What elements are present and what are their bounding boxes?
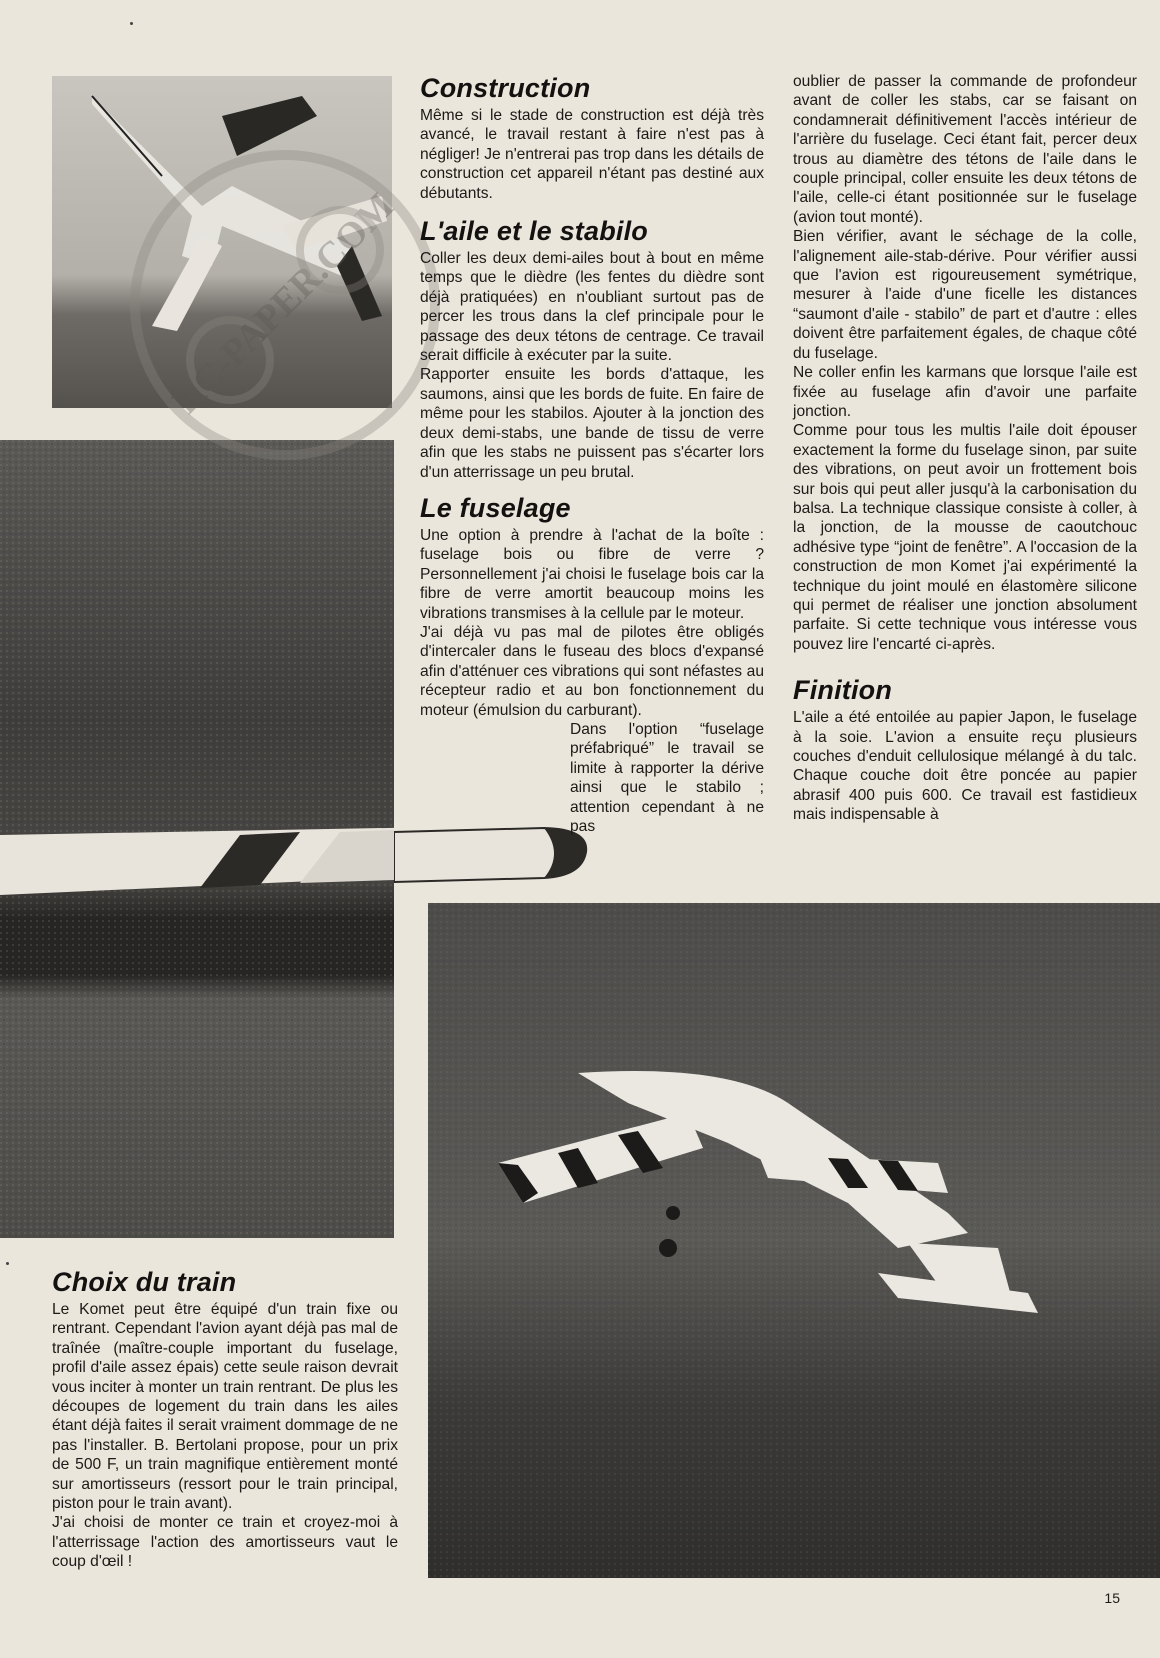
print-speck	[130, 22, 133, 25]
column-right	[793, 72, 1137, 825]
paragraph: Même si le stade de construction est déjà très avancé, le travail restant à faire n'est pas à négliger! Je n'entrerai pas trop dans les détails de construction cet appareil n'étant pas destiné aux débutants.	[420, 107, 764, 202]
heading-aile: L'aile et le stabilo	[420, 216, 648, 247]
heading-finition: Finition	[793, 675, 893, 706]
heading-train: Choix du train	[52, 1267, 237, 1297]
column-bottom-left	[52, 1266, 398, 1572]
paragraph: Dans l'option “fuselage préfabriqué” le travail se limite à rapporter la dérive ainsi que le stabilo ; attention cependant à ne pas	[570, 720, 764, 835]
paragraph: J'ai déjà vu pas mal de pilotes être obligés d'intercaler dans le fuseau des blocs d'expansé afin d'atténuer ces vibrations qui sont néfastes au récepteur radio et au bon fonctionnement du moteur (émulsion du carburant).	[420, 623, 764, 719]
paragraph: Une option à prendre à l'achat de la boîte : fuselage bois ou fibre de verre ? Personnellement j'ai choisi le fuselage bois car la fibre de verre amortit beaucoup moins les vibrations transmises à la cellule par le moteur.	[420, 526, 764, 622]
paragraph: Coller les deux demi-ailes bout à bout en même temps que le dièdre (les fentes du dièdre sont déjà pratiquées) en n'oubliant surtout pas de percer les trous dans la clef principale pour le passage des deux tétons de centrage. Ce travail serait difficile à exécuter par la suite.	[420, 250, 764, 365]
heading-construction: Construction	[420, 73, 591, 103]
paragraph: Comme pour tous les multis l'aile doit épouser exactement la forme du fuselage sinon, par suite des vibrations, on peut avoir un frottement bois sur bois qui peut aller jusqu'à la carbonisation du balsa. La technique classique consiste à coller, à la jonction, de la mousse de caoutchouc adhésive type “joint de fenêtre”. A l'occasion de la construction de mon Komet j'ai expérimenté la technique du joint moulé en élastomère silicone qui permet de réaliser une jonction absolument parfaite. Si cette technique vous intéresse vous pouvez lire l'encarté ci-après.	[793, 422, 1137, 653]
photo-wing-closeup	[0, 440, 394, 1238]
paragraph: Le Komet peut être équipé d'un train fixe ou rentrant. Cependant l'avion ayant déjà pas mal de traînée (maître-couple important du fuselage, profil d'aile assez épais) cette seule raison devrait vous inciter à monter un train rentrant. De plus les découpes de logement du train dans les ailes étant déjà faites il serait vraiment dommage de ne pas l'installer. B. Bertolani propose, pour un prix de 500 F, un train magnifique entièrement monté sur amortisseurs (ressort pour le train principal, piston pour le train avant).	[52, 1301, 398, 1513]
paragraph: J'ai choisi de monter ce train et croyez-moi à l'atterrissage l'action des amortisseurs vaut le coup d'œil !	[52, 1514, 398, 1571]
paragraph: Bien vérifier, avant le séchage de la colle, l'alignement aile-stab-dérive. Pour vérifier aussi que l'avion est rigoureusement symétrique, mesurer à l'aide d'une ficelle les distances “saumont d'aile - stabilo” de part et d'autre : elles doivent être parfaitement égales, de chaque côté du fuselage.	[793, 228, 1137, 362]
paragraph: Ne coller enfin les karmans que lorsque l'aile est fixée au fuselage afin d'avoir une parfaite jonction.	[793, 364, 1137, 420]
paragraph: oublier de passer la commande de profondeur avant de coller les stabs, car se faisant on condamnerait définitivement l'accès intérieur de l'arrière du fuselage. Ceci étant fait, percer deux trous au diamètre des tétons de l'aile dans le couple principal, coller ensuite les deux tétons de l'aile, celle-ci étant positionnée sur le fuselage (avion tout monté).	[793, 73, 1137, 226]
column-center	[420, 72, 764, 836]
heading-fuselage: Le fuselage	[420, 492, 571, 523]
watermark-logo	[120, 140, 450, 470]
watermark-text: RC-PAPER.COM	[164, 184, 403, 423]
print-speck	[6, 1262, 9, 1265]
photo-plane-in-flight	[428, 903, 1160, 1578]
paragraph: Rapporter ensuite les bords d'attaque, les saumons, ainsi que les bords de fuite. En faire de même pour les stabilos. Ajouter à la jonction des deux demi-stabs, une bande de tissu de verre afin que les stabs ne puissent pas s'écarter lors d'un atterrissage un peu brutal.	[420, 366, 764, 481]
page-number: 15	[1104, 1590, 1120, 1606]
paragraph: L'aile a été entoilée au papier Japon, le fuselage à la soie. L'avion a ensuite reçu plusieurs couches d'enduit cellulosique mélangé à du talc. Chaque couche doit être poncée au papier abrasif 400 puis 600. Ce travail est fastidieux mais indispensable à	[793, 709, 1137, 824]
